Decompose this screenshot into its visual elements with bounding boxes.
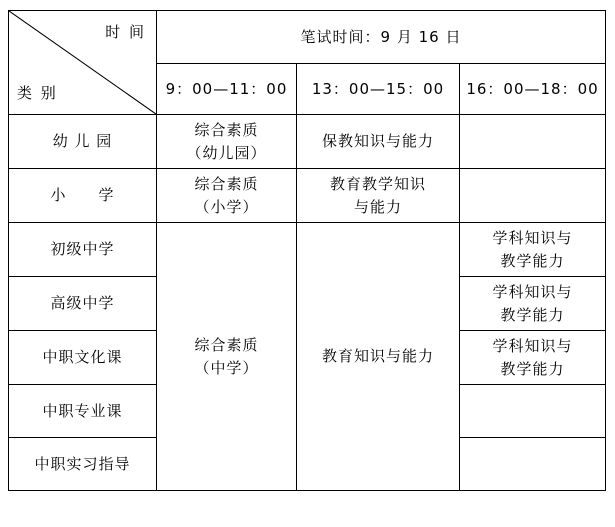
table-row: [9, 115, 606, 169]
subject-line-2: （中学）: [194, 358, 259, 377]
subject-junior-high-slot3: [460, 223, 606, 277]
corner-time-label: 时 间: [105, 23, 146, 41]
subject-line-2: （幼儿园）: [186, 143, 267, 162]
category-vocational-major: 中职专业课: [9, 385, 157, 438]
subject-line-1: 学科知识与: [492, 337, 573, 355]
category-vocational-general: 中职文化课: [9, 331, 157, 385]
subject-line-1: 学科知识与: [492, 229, 573, 247]
subject-line-1: 学科知识与: [492, 283, 573, 301]
time-slot-3: 16：00—18：00: [460, 64, 606, 115]
subject-line-2: 教学能力: [500, 251, 565, 270]
subject-kindergarten-slot1: [157, 115, 297, 169]
subject-vocational-general-slot3: [460, 331, 606, 385]
subject-line-2: 教学能力: [500, 305, 565, 324]
subject-line-1: 综合素质: [194, 121, 259, 139]
subject-primary-slot1: [157, 169, 297, 223]
category-primary: 小 学: [9, 169, 157, 223]
corner-header-cell: [9, 11, 157, 115]
subject-secondary-slot2-merged: 教育知识与能力: [297, 223, 460, 491]
exam-date-title: 笔试时间：9 月 16 日: [157, 11, 606, 64]
time-slot-1: 9：00—11：00: [157, 64, 297, 115]
subject-line-2: （小学）: [194, 197, 259, 216]
category-kindergarten: 幼 儿 园: [9, 115, 157, 169]
subject-primary-slot3: [460, 169, 606, 223]
subject-vocational-internship-slot3: [460, 438, 606, 491]
time-slot-2: 13：00—15：00: [297, 64, 460, 115]
subject-senior-high-slot3: [460, 277, 606, 331]
category-senior-high: 高级中学: [9, 277, 157, 331]
category-junior-high: 初级中学: [9, 223, 157, 277]
subject-line-1: 综合素质: [194, 336, 259, 354]
exam-schedule-table: [8, 10, 606, 491]
subject-vocational-major-slot3: [460, 385, 606, 438]
subject-kindergarten-slot2: 保教知识与能力: [297, 115, 460, 169]
subject-line-1: 综合素质: [194, 175, 259, 193]
table-row: [9, 169, 606, 223]
table-row: [9, 223, 606, 277]
table-header-row: [9, 11, 606, 64]
subject-secondary-slot1-merged: [157, 223, 297, 491]
subject-line-2: 教学能力: [500, 359, 565, 378]
subject-kindergarten-slot3: [460, 115, 606, 169]
category-vocational-internship: 中职实习指导: [9, 438, 157, 491]
subject-primary-slot2: [297, 169, 460, 223]
corner-category-label: 类 别: [17, 83, 58, 102]
subject-line-1: 教育教学知识: [329, 175, 426, 193]
subject-line-2: 与能力: [353, 197, 402, 216]
